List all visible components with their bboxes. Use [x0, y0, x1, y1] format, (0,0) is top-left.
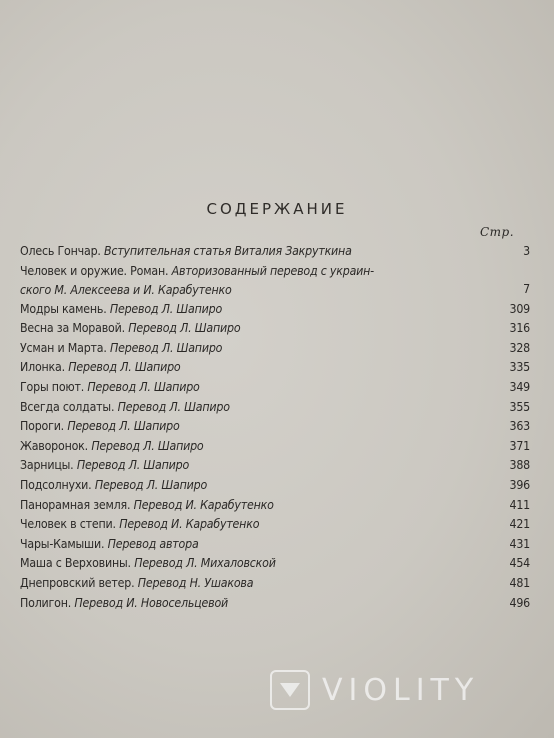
- toc-entry: [20, 378, 530, 398]
- toc-entry: [20, 358, 530, 378]
- entry-title: Полигон.: [20, 595, 72, 610]
- entry-title: Человек и оружие. Роман.: [20, 263, 169, 278]
- entry-page-number: 7: [523, 282, 530, 296]
- toc-entry: [20, 554, 530, 574]
- entry-title: Маша с Верховины.: [20, 556, 131, 571]
- entry-description: Перевод Л. Михаловской: [134, 556, 276, 571]
- entry-description: Перевод И. Карабутенко: [119, 517, 260, 532]
- entry-page-number: 388: [509, 458, 530, 473]
- entry-description: Перевод И. Новосельцевой: [74, 595, 228, 610]
- entry-title: Подсолнухи.: [20, 477, 92, 492]
- entry-page-number: 316: [509, 321, 530, 336]
- entry-page-number: 309: [509, 301, 530, 316]
- entry-page-number: 349: [509, 379, 530, 394]
- entry-page-number: 396: [509, 477, 530, 492]
- entry-title: Чары-Камыши.: [20, 536, 105, 551]
- watermark: [270, 665, 540, 715]
- entry-title: Жаворонок.: [20, 438, 88, 453]
- entry-description: Перевод Л. Шапиро: [87, 379, 200, 394]
- entry-page-number: 371: [509, 438, 530, 453]
- toc-entry: [20, 574, 530, 594]
- entry-title: Человек в степи.: [20, 517, 116, 532]
- entry-description: Перевод Л. Шапиро: [128, 321, 241, 336]
- toc-entry: [20, 262, 530, 300]
- entry-description: Перевод Н. Ушакова: [137, 575, 254, 590]
- toc-entry: [20, 535, 530, 555]
- entry-page-number: 328: [509, 340, 530, 355]
- entry-description: Перевод И. Карабутенко: [133, 497, 274, 512]
- toc-entry: [20, 496, 530, 516]
- toc-entry: [20, 476, 530, 496]
- entry-page-number: 496: [509, 595, 530, 610]
- entry-page-number: 454: [509, 556, 530, 571]
- entry-title: Всегда солдаты.: [20, 399, 115, 414]
- entry-title: Пороги.: [20, 419, 64, 434]
- toc-entry: [20, 437, 530, 457]
- toc-entry: [20, 242, 530, 262]
- entry-page-number: 411: [509, 497, 530, 512]
- contents-heading: СОДЕРЖАНИЕ: [206, 200, 348, 218]
- entry-description: Перевод Л. Шапиро: [91, 438, 204, 453]
- toc-entry: [20, 319, 530, 339]
- entry-description-continued: ского М. Алексеева и И. Карабутенко: [20, 283, 232, 298]
- toc-entry: [20, 300, 530, 320]
- page-column-label: Стр.: [480, 225, 515, 239]
- entry-title: Модры камень.: [20, 301, 107, 316]
- entry-description: Перевод Л. Шапиро: [117, 399, 230, 414]
- entry-title: Олесь Гончар.: [20, 244, 101, 258]
- toc-entry: [20, 417, 530, 437]
- table-of-contents: [20, 242, 530, 613]
- entry-description: Авторизованный перевод с украин-: [171, 263, 374, 278]
- entry-title: Панорамная земля.: [20, 497, 131, 512]
- entry-page-number: 421: [509, 517, 530, 532]
- entry-page-number: 481: [509, 575, 530, 590]
- entry-description: Перевод Л. Шапиро: [68, 360, 181, 375]
- entry-description: Перевод автора: [107, 536, 199, 551]
- toc-entry: [20, 339, 530, 359]
- entry-title: Днепровский ветер.: [20, 575, 135, 590]
- toc-entry: [20, 398, 530, 418]
- entry-description: Перевод Л. Шапиро: [67, 419, 180, 434]
- entry-page-number: 3: [523, 244, 530, 258]
- toc-entry: [20, 456, 530, 476]
- entry-title: Илонка.: [20, 360, 65, 375]
- entry-description: Перевод Л. Шапиро: [110, 340, 223, 355]
- entry-page-number: 335: [509, 360, 530, 375]
- toc-entry: [20, 515, 530, 535]
- entry-page-number: 355: [509, 399, 530, 414]
- entry-description: Перевод Л. Шапиро: [94, 477, 208, 492]
- entry-page-number: 363: [509, 419, 530, 434]
- watermark-text: VIOLITY: [322, 672, 480, 708]
- entry-title: Зарницы.: [20, 458, 74, 473]
- entry-description: Вступительная статья Виталия Закруткина: [104, 244, 352, 258]
- violity-logo-icon: [270, 670, 310, 710]
- entry-description: Перевод Л. Шапиро: [109, 301, 223, 316]
- entry-title: Усман и Марта.: [20, 340, 107, 355]
- toc-entry: [20, 594, 530, 614]
- entry-description: Перевод Л. Шапиро: [76, 458, 190, 473]
- entry-title: Горы поют.: [20, 379, 85, 394]
- entry-page-number: 431: [509, 536, 530, 551]
- entry-title: Весна за Моравой.: [20, 321, 125, 336]
